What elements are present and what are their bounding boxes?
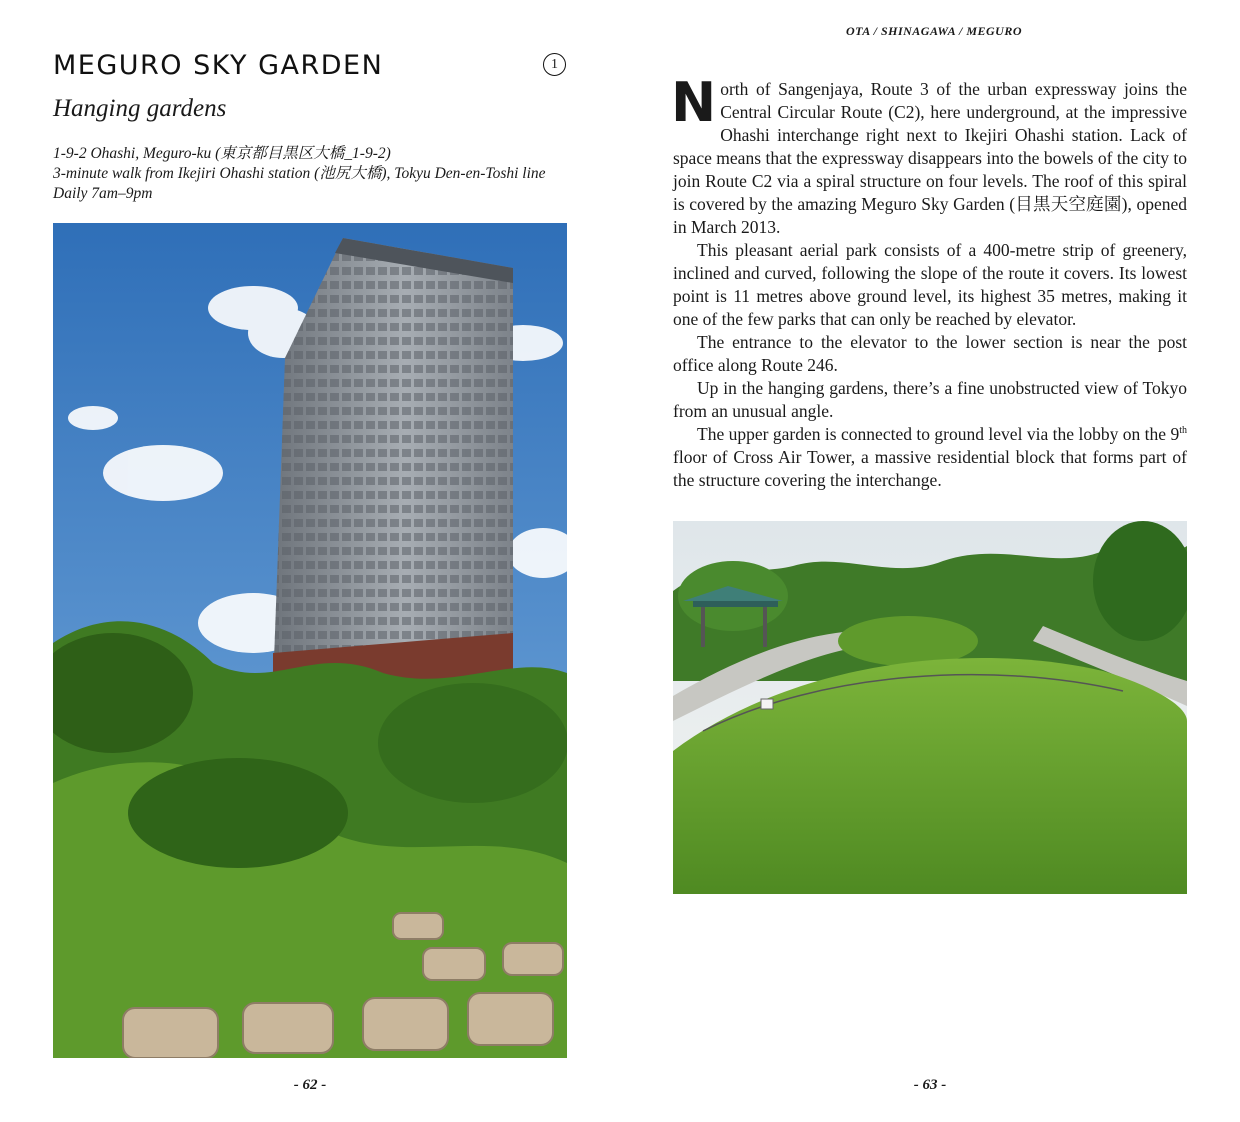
body-text [671,71,1187,492]
paragraph: The entrance to the elevator to the lower section is near the post office along Route 246. [673,332,1187,375]
running-head: OTA / SHINAGAWA / MEGURO [845,24,1022,38]
paragraph: The upper garden is connected to ground level via the lobby on the 9th floor of Cross Air Tower, a massive residential block that forms part of the structure covering the interchange. [673,424,1187,490]
address-line: 1-9-2 Ohashi, Meguro-ku (東京都目黒区大橋_1-9-2) [53,145,391,162]
hours-line: Daily 7am–9pm [53,185,153,202]
page-number: - 62 - [293,1077,327,1093]
paragraph: Up in the hanging gardens, there’s a fine unobstructed view of Tokyo from an unusual angle. [673,378,1187,421]
page-number: - 63 - [913,1077,947,1093]
tower-garden-photo [53,223,567,1058]
info-block [53,144,573,204]
garden-lawn-photo [673,521,1187,894]
page-title: MEGURO SKY GARDEN [53,50,384,81]
right-page [620,0,1240,1122]
paragraph: North of Sangenjaya, Route 3 of the urban expressway joins the Central Circular Route (C2), here underground, at the impressive Ohashi interchange right next to Ikejiri Ohashi station. Lack of space means that the expressway disappears into the bowels of the city to join Route C2 via a spiral structure on four levels. The roof of this spiral is covered by the amazing Meguro Sky Garden (目黒天空庭園), opened in March 2013. [671,71,1187,237]
access-line: 3-minute walk from Ikejiri Ohashi station (池尻大橋), Tokyu Den-en-Toshi line [53,165,546,182]
page-subtitle: Hanging gardens [53,95,227,122]
drop-cap: N [671,71,717,134]
entry-number-badge: 1 [543,53,566,76]
paragraph: This pleasant aerial park consists of a 400-metre strip of greenery, inclined and curved, following the slope of the route it covers. Its lowest point is 11 metres above ground level, its highest 35 metres, making it one of the few parks that can only be reached by elevator. [673,240,1187,329]
